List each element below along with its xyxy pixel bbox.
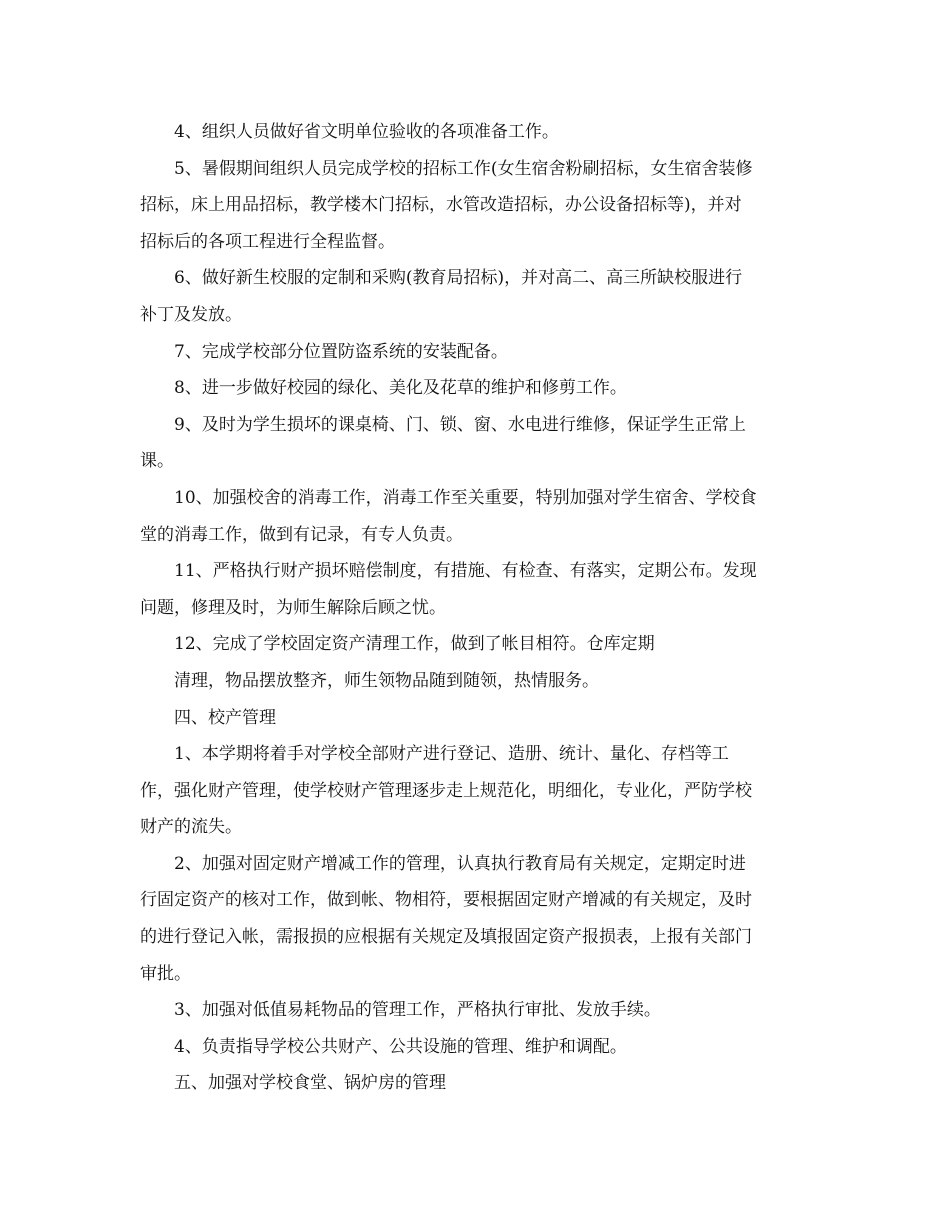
- paragraph-asset-2-fixed-assets: [140, 846, 812, 992]
- text-line: 12、完成了学校固定资产清理工作，做到了帐目相符。仓库定期: [174, 634, 655, 655]
- text-line: 课。: [140, 451, 174, 472]
- text-line: 行固定资产的核对工作，做到帐、物相符，要根据固定财产增减的有关规定，及时: [140, 890, 752, 911]
- paragraph-item-11-compensation: [140, 553, 812, 626]
- text-line: 堂的消毒工作，做到有记录，有专人负责。: [140, 524, 463, 545]
- text-line: 清理，物品摆放整齐，师生领物品随到随领，热情服务。: [174, 670, 599, 691]
- text-line: 4、组织人员做好省文明单位验收的各项准备工作。: [174, 122, 559, 142]
- text-line: 4、负责指导学校公共财产、公共设施的管理、维护和调配。: [174, 1036, 627, 1057]
- paragraph-item-7-security-system: [140, 334, 812, 371]
- text-line: 招标后的各项工程进行全程监督。: [140, 231, 395, 252]
- text-line: 的进行登记入帐，需报损的应根据有关规定及填报固定资产报损表，上报有关部门: [140, 927, 752, 948]
- text-line: 8、进一步做好校园的绿化、美化及花草的维护和修剪工作。: [174, 378, 627, 399]
- text-line: 9、及时为学生损坏的课桌椅、门、锁、窗、水电进行维修，保证学生正常上: [174, 414, 746, 435]
- text-line: 财产的流失。: [140, 817, 242, 838]
- paragraph-item-12-asset-cleanup: [140, 626, 812, 663]
- text-line: 10、加强校舍的消毒工作，消毒工作至关重要，特别加强对学生宿舍、学校食: [174, 487, 757, 508]
- text-line: 招标，床上用品招标，教学楼木门招标，水管改造招标，办公设备招标等)，并对: [140, 195, 742, 216]
- text-line: 补丁及发放。: [140, 304, 242, 325]
- text-line: 审批。: [140, 963, 191, 984]
- paragraph-item-10-disinfection: [140, 480, 812, 553]
- paragraph-item-8-greening: [140, 370, 812, 407]
- paragraph-item-6-uniforms: [140, 260, 812, 333]
- paragraph-asset-3-consumables: [140, 992, 812, 1029]
- text-line: 作，强化财产管理，使学校财产管理逐步走上规范化，明细化，专业化，严防学校: [140, 780, 752, 801]
- text-line: 1、本学期将着手对学校全部财产进行登记、造册、统计、量化、存档等工: [174, 744, 729, 765]
- paragraph-asset-1-registration: [140, 736, 812, 846]
- text-line: 3、加强对低值易耗物品的管理工作，严格执行审批、发放手续。: [174, 1000, 661, 1021]
- text-line: 6、做好新生校服的定制和采购(教育局招标)，并对高二、高三所缺校服进行: [174, 268, 743, 289]
- paragraph-warehouse: [140, 663, 812, 700]
- paragraph-asset-4-public-facilities: [140, 1029, 812, 1066]
- text-line: 2、加强对固定财产增减工作的管理，认真执行教育局有关规定，定期定时进: [174, 853, 746, 874]
- section-heading-asset-management: 四、校产管理: [174, 707, 276, 728]
- document-body: [140, 114, 812, 1102]
- paragraph-item-4-preparation: [140, 114, 812, 151]
- text-line: 问题，修理及时，为师生解除后顾之忧。: [140, 597, 446, 618]
- text-line: 11、严格执行财产损坏赔偿制度，有措施、有检查、有落实，定期公布。发现: [174, 561, 757, 582]
- paragraph-item-9-repairs: [140, 407, 812, 480]
- text-line: 5、暑假期间组织人员完成学校的招标工作(女生宿舍粉刷招标，女生宿舍装修: [174, 158, 753, 179]
- text-line: 7、完成学校部分位置防盗系统的安装配备。: [174, 341, 508, 362]
- section-heading-canteen-boiler: 五、加强对学校食堂、锅炉房的管理: [174, 1073, 446, 1094]
- paragraph-item-5-bidding: [140, 151, 812, 261]
